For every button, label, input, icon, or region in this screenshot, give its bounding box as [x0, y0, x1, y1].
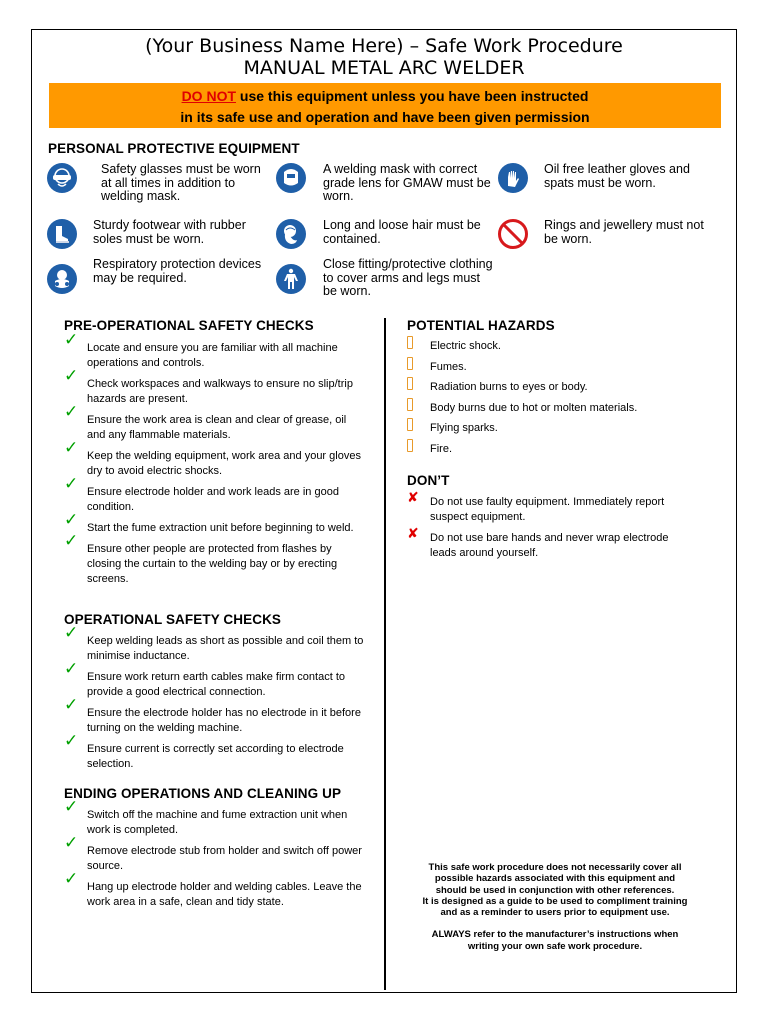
list-item: ✓ Ensure current is correctly set according to electrode selection. [64, 731, 344, 770]
ppe-item-respirator [47, 258, 272, 294]
ppe-text: Close fitting/protective clothing to cover arms and legs must be worn. [323, 257, 493, 298]
check-icon: ✓ [64, 869, 79, 888]
list-item: ✓ Remove electrode stub from holder and switch off power source. [64, 833, 362, 872]
check-icon: ✓ [64, 402, 79, 421]
no-jewellery-icon [498, 219, 528, 249]
list-item: ✓ Ensure electrode holder and work leads are in good condition. [64, 474, 339, 513]
check-icon: ✓ [64, 510, 79, 529]
column-divider [384, 318, 386, 990]
check-icon: ✓ [64, 797, 79, 816]
check-icon: ✓ [64, 659, 79, 678]
list-item: ✓ Check workspaces and walkways to ensure no slip/trip hazards are present. [64, 366, 353, 405]
ending-list [64, 797, 364, 910]
protective-clothing-icon [276, 264, 306, 294]
cross-icon: ✘ [407, 525, 419, 541]
list-item: ✓ Hang up electrode holder and welding cables. Leave the work area in a safe, clean and tidy state. [64, 869, 362, 908]
list-item: ✓ Ensure the work area is clean and clear of grease, oil and any flammable materials. [64, 402, 347, 441]
welding-mask-icon [276, 163, 306, 193]
ppe-text: Long and loose hair must be contained. [323, 218, 481, 246]
ppe-text: Respiratory protection devices may be required. [93, 257, 262, 285]
pre-checks-heading: PRE-OPERATIONAL SAFETY CHECKS [64, 318, 314, 333]
ppe-text: Safety glasses must be worn at all times in addition to welding mask. [101, 162, 261, 203]
check-icon: ✓ [64, 731, 79, 750]
banner-line2: in its safe use and operation and have been given permission [180, 109, 590, 125]
op-checks-list [64, 623, 364, 772]
hazard-icon [407, 377, 413, 390]
list-item: Flying sparks. [407, 421, 707, 436]
hazard-icon [407, 336, 413, 349]
list-item: ✓ Switch off the machine and fume extraction unit when work is completed. [64, 797, 348, 836]
list-item: ✓ Start the fume extraction unit before beginning to weld. [64, 510, 354, 534]
ending-heading: ENDING OPERATIONS AND CLEANING UP [64, 786, 342, 801]
list-item: ✓ Locate and ensure you are familiar with all machine operations and controls. [64, 330, 338, 369]
list-item: Electric shock. [407, 339, 707, 354]
list-item: Body burns due to hot or molten materials. [407, 401, 707, 416]
ppe-text: A welding mask with correct grade lens for GMAW must be worn. [323, 162, 491, 203]
safety-glasses-icon [47, 163, 77, 193]
hazards-heading: POTENTIAL HAZARDS [407, 318, 555, 333]
do-not-highlight: DO NOT [181, 88, 237, 104]
list-item: ✘ Do not use faulty equipment. Immediately report suspect equipment. [407, 489, 665, 523]
op-checks-heading: OPERATIONAL SAFETY CHECKS [64, 612, 282, 627]
ppe-text: Sturdy footwear with rubber soles must be worn. [93, 218, 246, 246]
document-title: (Your Business Name Here) – Safe Work Procedure [145, 35, 623, 57]
list-item: ✘ Do not use bare hands and never wrap electrode leads around yourself. [407, 525, 669, 559]
hazard-icon [407, 357, 413, 370]
list-item: ✓ Keep welding leads as short as possible and coil them to minimise inductance. [64, 623, 364, 662]
safety-boots-icon [47, 219, 77, 249]
dont-heading: DON’T [407, 473, 450, 488]
ppe-item-footwear [47, 219, 272, 249]
ppe-item-hair [276, 219, 496, 249]
list-item: ✓ Ensure other people are protected from flashes by closing the curtain to the welding bay or by erecting screens. [64, 531, 338, 585]
list-item: ✓ Keep the welding equipment, work area and your gloves dry to avoid electric shocks. [64, 438, 361, 477]
check-icon: ✓ [64, 531, 79, 550]
check-icon: ✓ [64, 366, 79, 385]
respirator-icon [47, 264, 77, 294]
warning-banner [49, 83, 721, 128]
hazard-icon [407, 398, 413, 411]
hair-net-icon [276, 219, 306, 249]
hazards-list [407, 339, 707, 457]
ppe-item-leather-gloves [498, 163, 713, 193]
ppe-item-welding-mask [276, 163, 496, 204]
ppe-item-safety-glasses [47, 163, 272, 204]
ppe-text: Oil free leather gloves and spats must be worn. [544, 162, 690, 190]
check-icon: ✓ [64, 695, 79, 714]
list-item: ✓ Ensure the electrode holder has no electrode in it before turning on the welding machine. [64, 695, 361, 734]
pre-checks-list [64, 330, 364, 587]
list-item: Fumes. [407, 360, 707, 375]
cross-icon: ✘ [407, 489, 419, 505]
ppe-item-jewellery [498, 219, 713, 249]
list-item: Fire. [407, 442, 707, 457]
check-icon: ✓ [64, 474, 79, 493]
hazard-icon [407, 418, 413, 431]
hazard-icon [407, 439, 413, 452]
list-item: ✓ Ensure work return earth cables make firm contact to provide a good electrical connection. [64, 659, 345, 698]
ppe-text: Rings and jewellery must not be worn. [544, 218, 704, 246]
check-icon: ✓ [64, 623, 79, 642]
check-icon: ✓ [64, 330, 79, 349]
check-icon: ✓ [64, 833, 79, 852]
check-icon: ✓ [64, 438, 79, 457]
disclaimer: This safe work procedure does not necessarily cover all possible hazards associated with this equipment and should be used in conjunction with other references. It is designed as a guide to be used to compliment training and as a reminder to users prior to equipment use. ALWAYS refer to the manufacturer’s instructions when writing your own safe work procedure. [422, 862, 688, 952]
equipment-name: MANUAL METAL ARC WELDER [243, 57, 525, 79]
ppe-item-clothing [276, 258, 496, 299]
banner-line1: use this equipment unless you have been instructed [236, 88, 589, 104]
ppe-heading: PERSONAL PROTECTIVE EQUIPMENT [48, 141, 300, 156]
list-item: Radiation burns to eyes or body. [407, 380, 707, 395]
dont-list [407, 489, 687, 561]
leather-gloves-icon [498, 163, 528, 193]
